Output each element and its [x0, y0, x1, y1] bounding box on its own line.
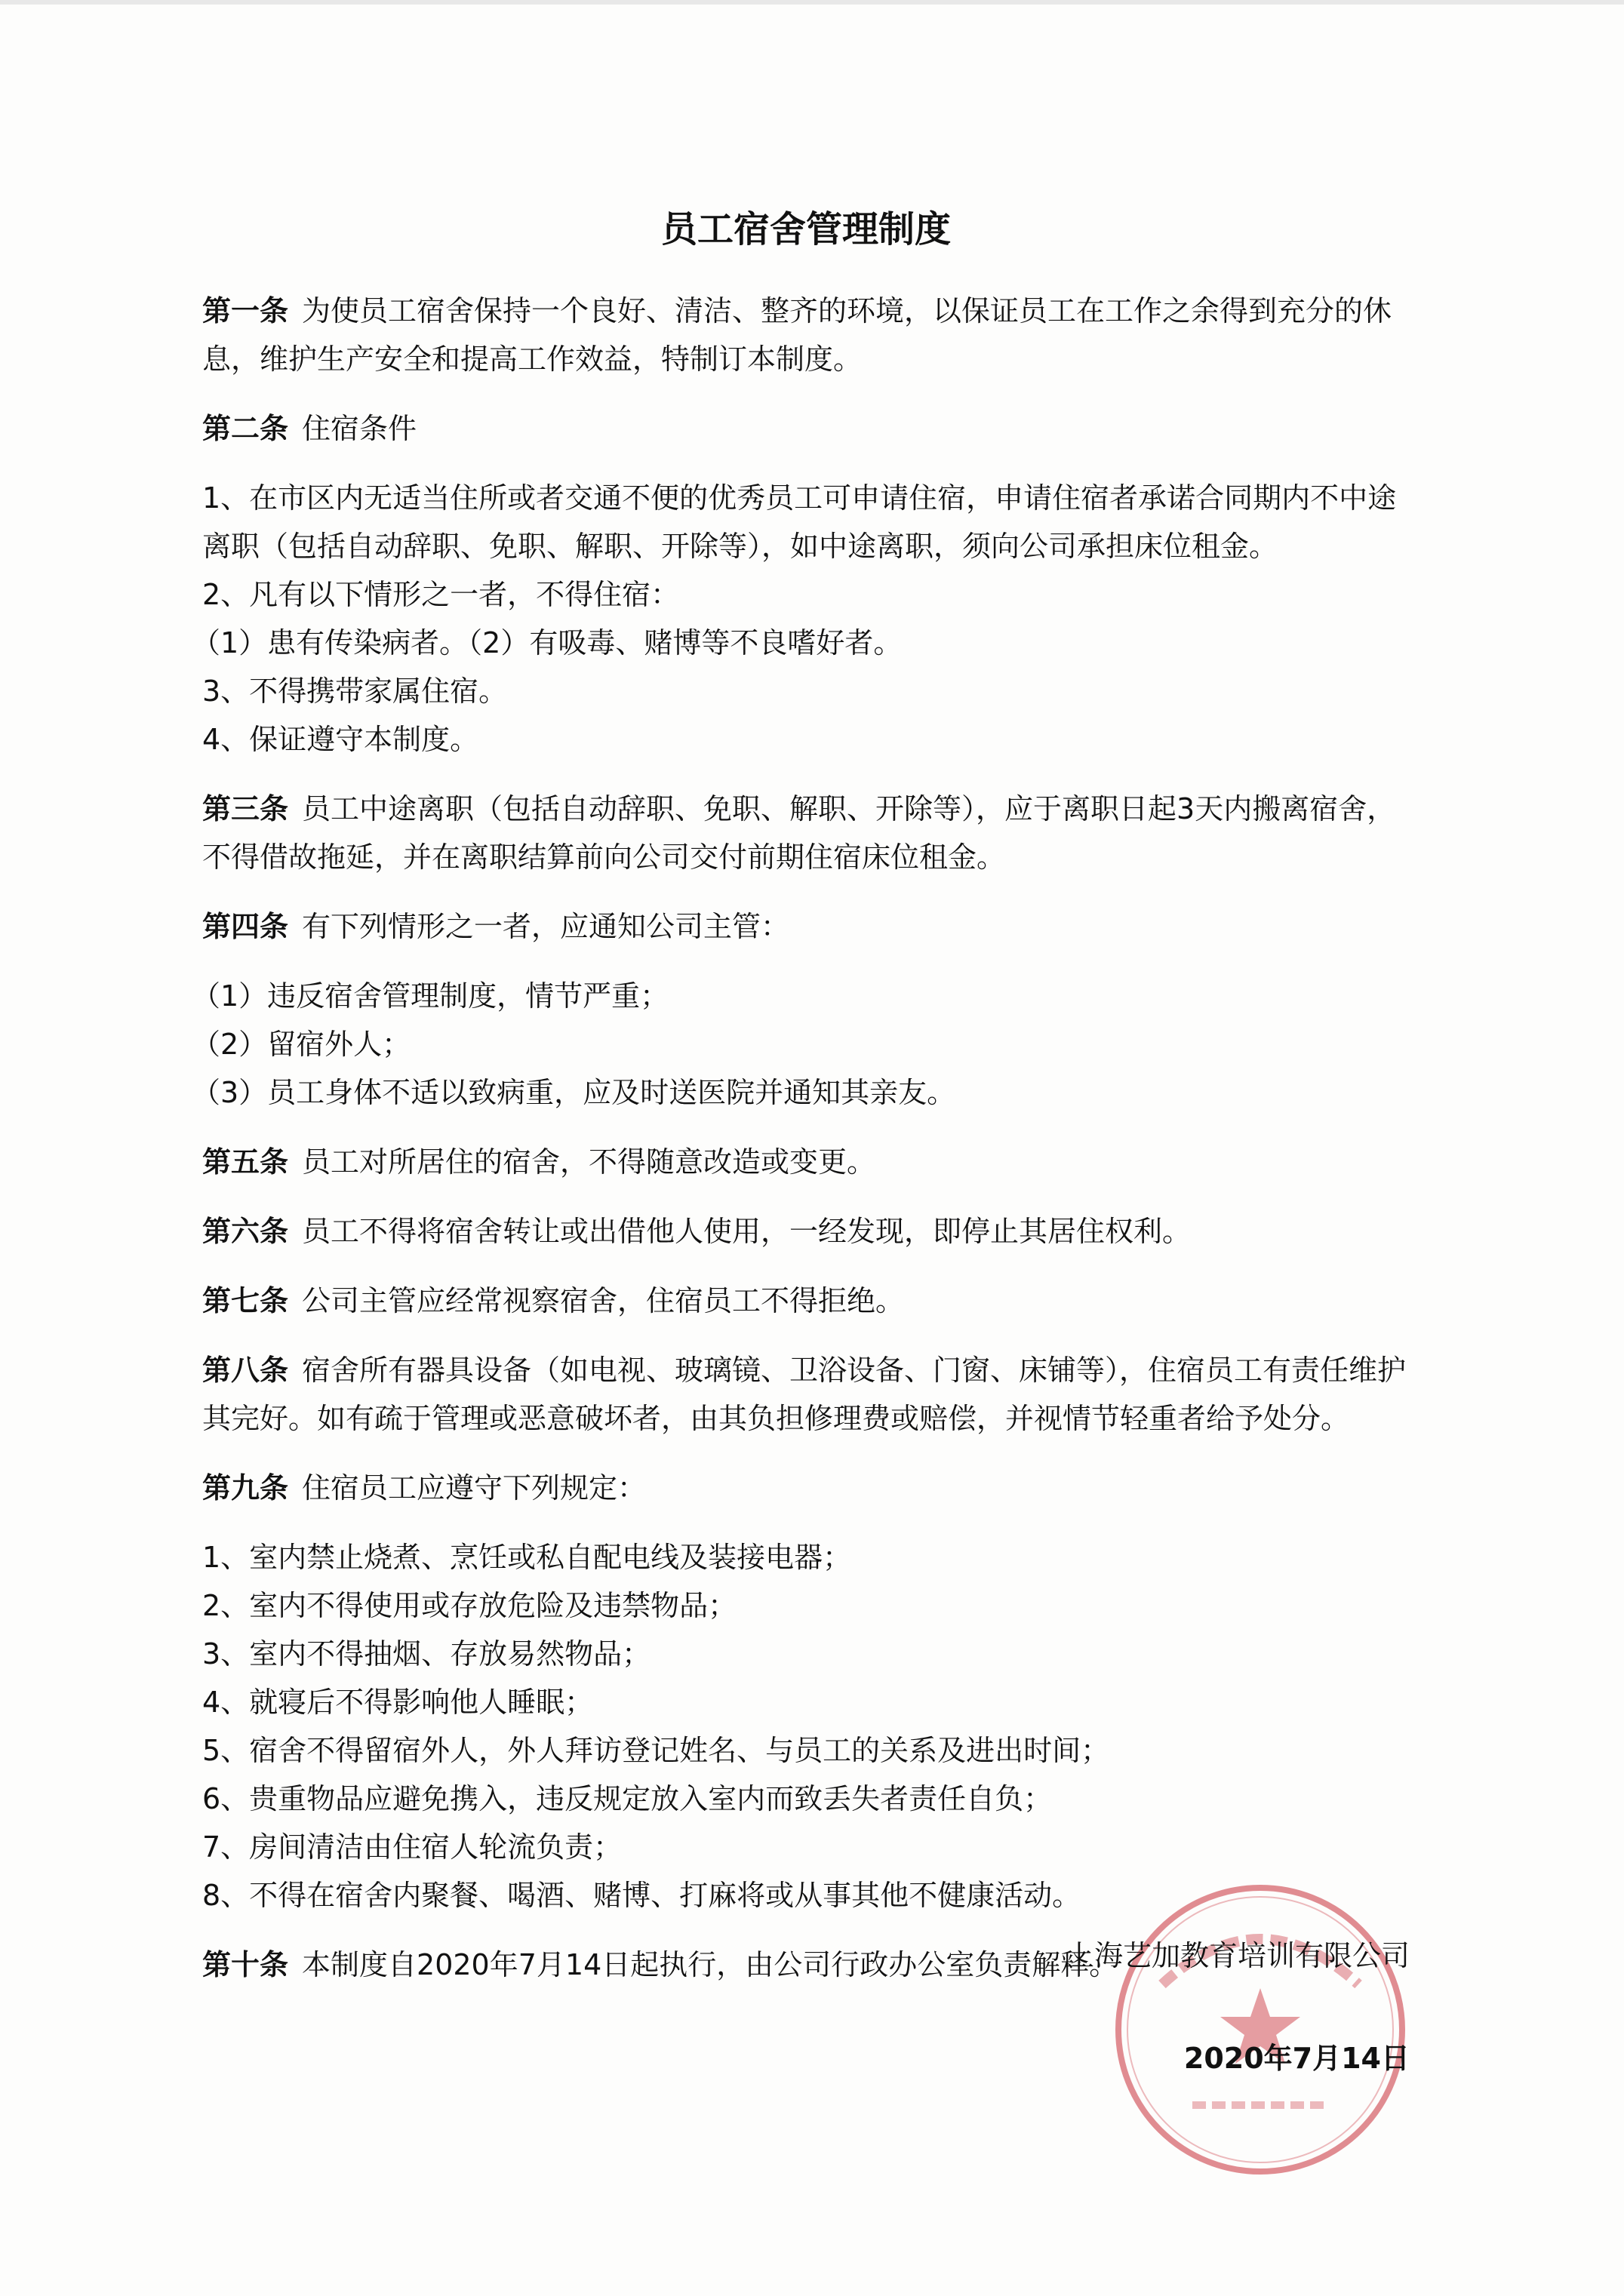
- article-8-label: 第八条: [202, 1354, 289, 1387]
- company-name: 上海艺加教育培训有限公司: [1065, 1939, 1410, 1972]
- article-9-text: 住宿员工应遵守下列规定：: [302, 1471, 647, 1505]
- document-body: [192, 202, 1410, 2010]
- list-item: 4、保证遵守本制度。: [202, 723, 479, 756]
- list-item: （1）违反宿舍管理制度，情节严重；: [192, 979, 669, 1013]
- article-4-text: 有下列情形之一者，应通知公司主管：: [302, 910, 790, 943]
- list-item: 4、就寝后不得影响他人睡眠；: [202, 1686, 594, 1719]
- article-9-list: [202, 1533, 1410, 1919]
- article-7: [202, 1277, 1410, 1325]
- article-2-label: 第二条: [202, 412, 289, 445]
- list-item: （3）员工身体不适以致病重，应及时送医院并通知其亲友。: [192, 1076, 956, 1109]
- scan-edge: [0, 0, 1624, 5]
- article-2: [202, 404, 1410, 453]
- list-item: 2、凡有以下情形之一者，不得住宿：: [202, 578, 680, 611]
- signature-date: 2020年7月14日: [1183, 2042, 1410, 2075]
- article-6: [202, 1207, 1410, 1256]
- article-8: [202, 1346, 1410, 1443]
- list-item: 3、室内不得抽烟、存放易然物品；: [202, 1637, 651, 1671]
- list-item: （2）留宿外人；: [192, 1028, 411, 1061]
- article-7-text: 公司主管应经常视察宿舍，住宿员工不得拒绝。: [302, 1284, 905, 1317]
- article-5-text: 员工对所居住的宿舍，不得随意改造或变更。: [302, 1145, 876, 1179]
- article-4-list: [192, 972, 1410, 1117]
- article-5: [202, 1138, 1410, 1186]
- company-seal-icon: [1109, 1879, 1411, 2181]
- article-9-label: 第九条: [202, 1471, 289, 1505]
- article-6-label: 第六条: [202, 1215, 289, 1248]
- list-item: 8、不得在宿舍内聚餐、喝酒、赌博、打麻将或从事其他不健康活动。: [202, 1879, 1081, 1912]
- document-title: 员工宿舍管理制度: [660, 208, 951, 251]
- list-item: 2、室内不得使用或存放危险及违禁物品；: [202, 1589, 737, 1622]
- article-10-text: 本制度自2020年7月14日起执行，由公司行政办公室负责解释。: [302, 1948, 1118, 1981]
- list-item: 1、室内禁止烧煮、烹饪或私自配电线及装接电器；: [202, 1541, 852, 1574]
- article-1-label: 第一条: [202, 294, 289, 327]
- article-1-text: 为使员工宿舍保持一个良好、清洁、整齐的环境，以保证员工在工作之余得到充分的休息，维护生产安全和提高工作效益，特制订本制度。: [202, 294, 1392, 376]
- article-9: [202, 1464, 1410, 1512]
- article-3-label: 第三条: [202, 792, 289, 825]
- list-item: 1、在市区内无适当住所或者交通不便的优秀员工可申请住宿，申请住宿者承诺合同期内不中途离职（包括自动辞职、免职、解职、开除等），如中途离职，须向公司承担床位租金。: [202, 481, 1397, 563]
- list-item: 5、宿舍不得留宿外人，外人拜访登记姓名、与员工的关系及进出时间；: [202, 1734, 1110, 1767]
- article-6-text: 员工不得将宿舍转让或出借他人使用，一经发现，即停止其居住权利。: [302, 1215, 1192, 1248]
- article-3: [202, 785, 1410, 881]
- article-8-text: 宿舍所有器具设备（如电视、玻璃镜、卫浴设备、门窗、床铺等），住宿员工有责任维护其完好。如有疏于管理或恶意破坏者，由其负担修理费或赔偿，并视情节轻重者给予处分。: [202, 1354, 1407, 1435]
- article-4-label: 第四条: [202, 910, 289, 943]
- article-3-text: 员工中途离职（包括自动辞职、免职、解职、开除等），应于离职日起3天内搬离宿舍，不得借故拖延，并在离职结算前向公司交付前期住宿床位租金。: [202, 792, 1396, 874]
- list-item: （1）患有传染病者。（2）有吸毒、赌博等不良嗜好者。: [192, 626, 903, 659]
- list-item: 6、贵重物品应避免携入，违反规定放入室内而致丢失者责任自负；: [202, 1782, 1053, 1815]
- article-10-label: 第十条: [202, 1948, 289, 1981]
- list-item: 3、不得携带家属住宿。: [202, 675, 508, 708]
- article-1: [202, 287, 1410, 383]
- article-2-heading: 住宿条件: [302, 412, 417, 445]
- article-2-list: [192, 474, 1410, 764]
- list-item: 7、房间清洁由住宿人轮流负责；: [202, 1830, 623, 1864]
- article-4: [202, 902, 1410, 951]
- article-7-label: 第七条: [202, 1284, 289, 1317]
- article-5-label: 第五条: [202, 1145, 289, 1179]
